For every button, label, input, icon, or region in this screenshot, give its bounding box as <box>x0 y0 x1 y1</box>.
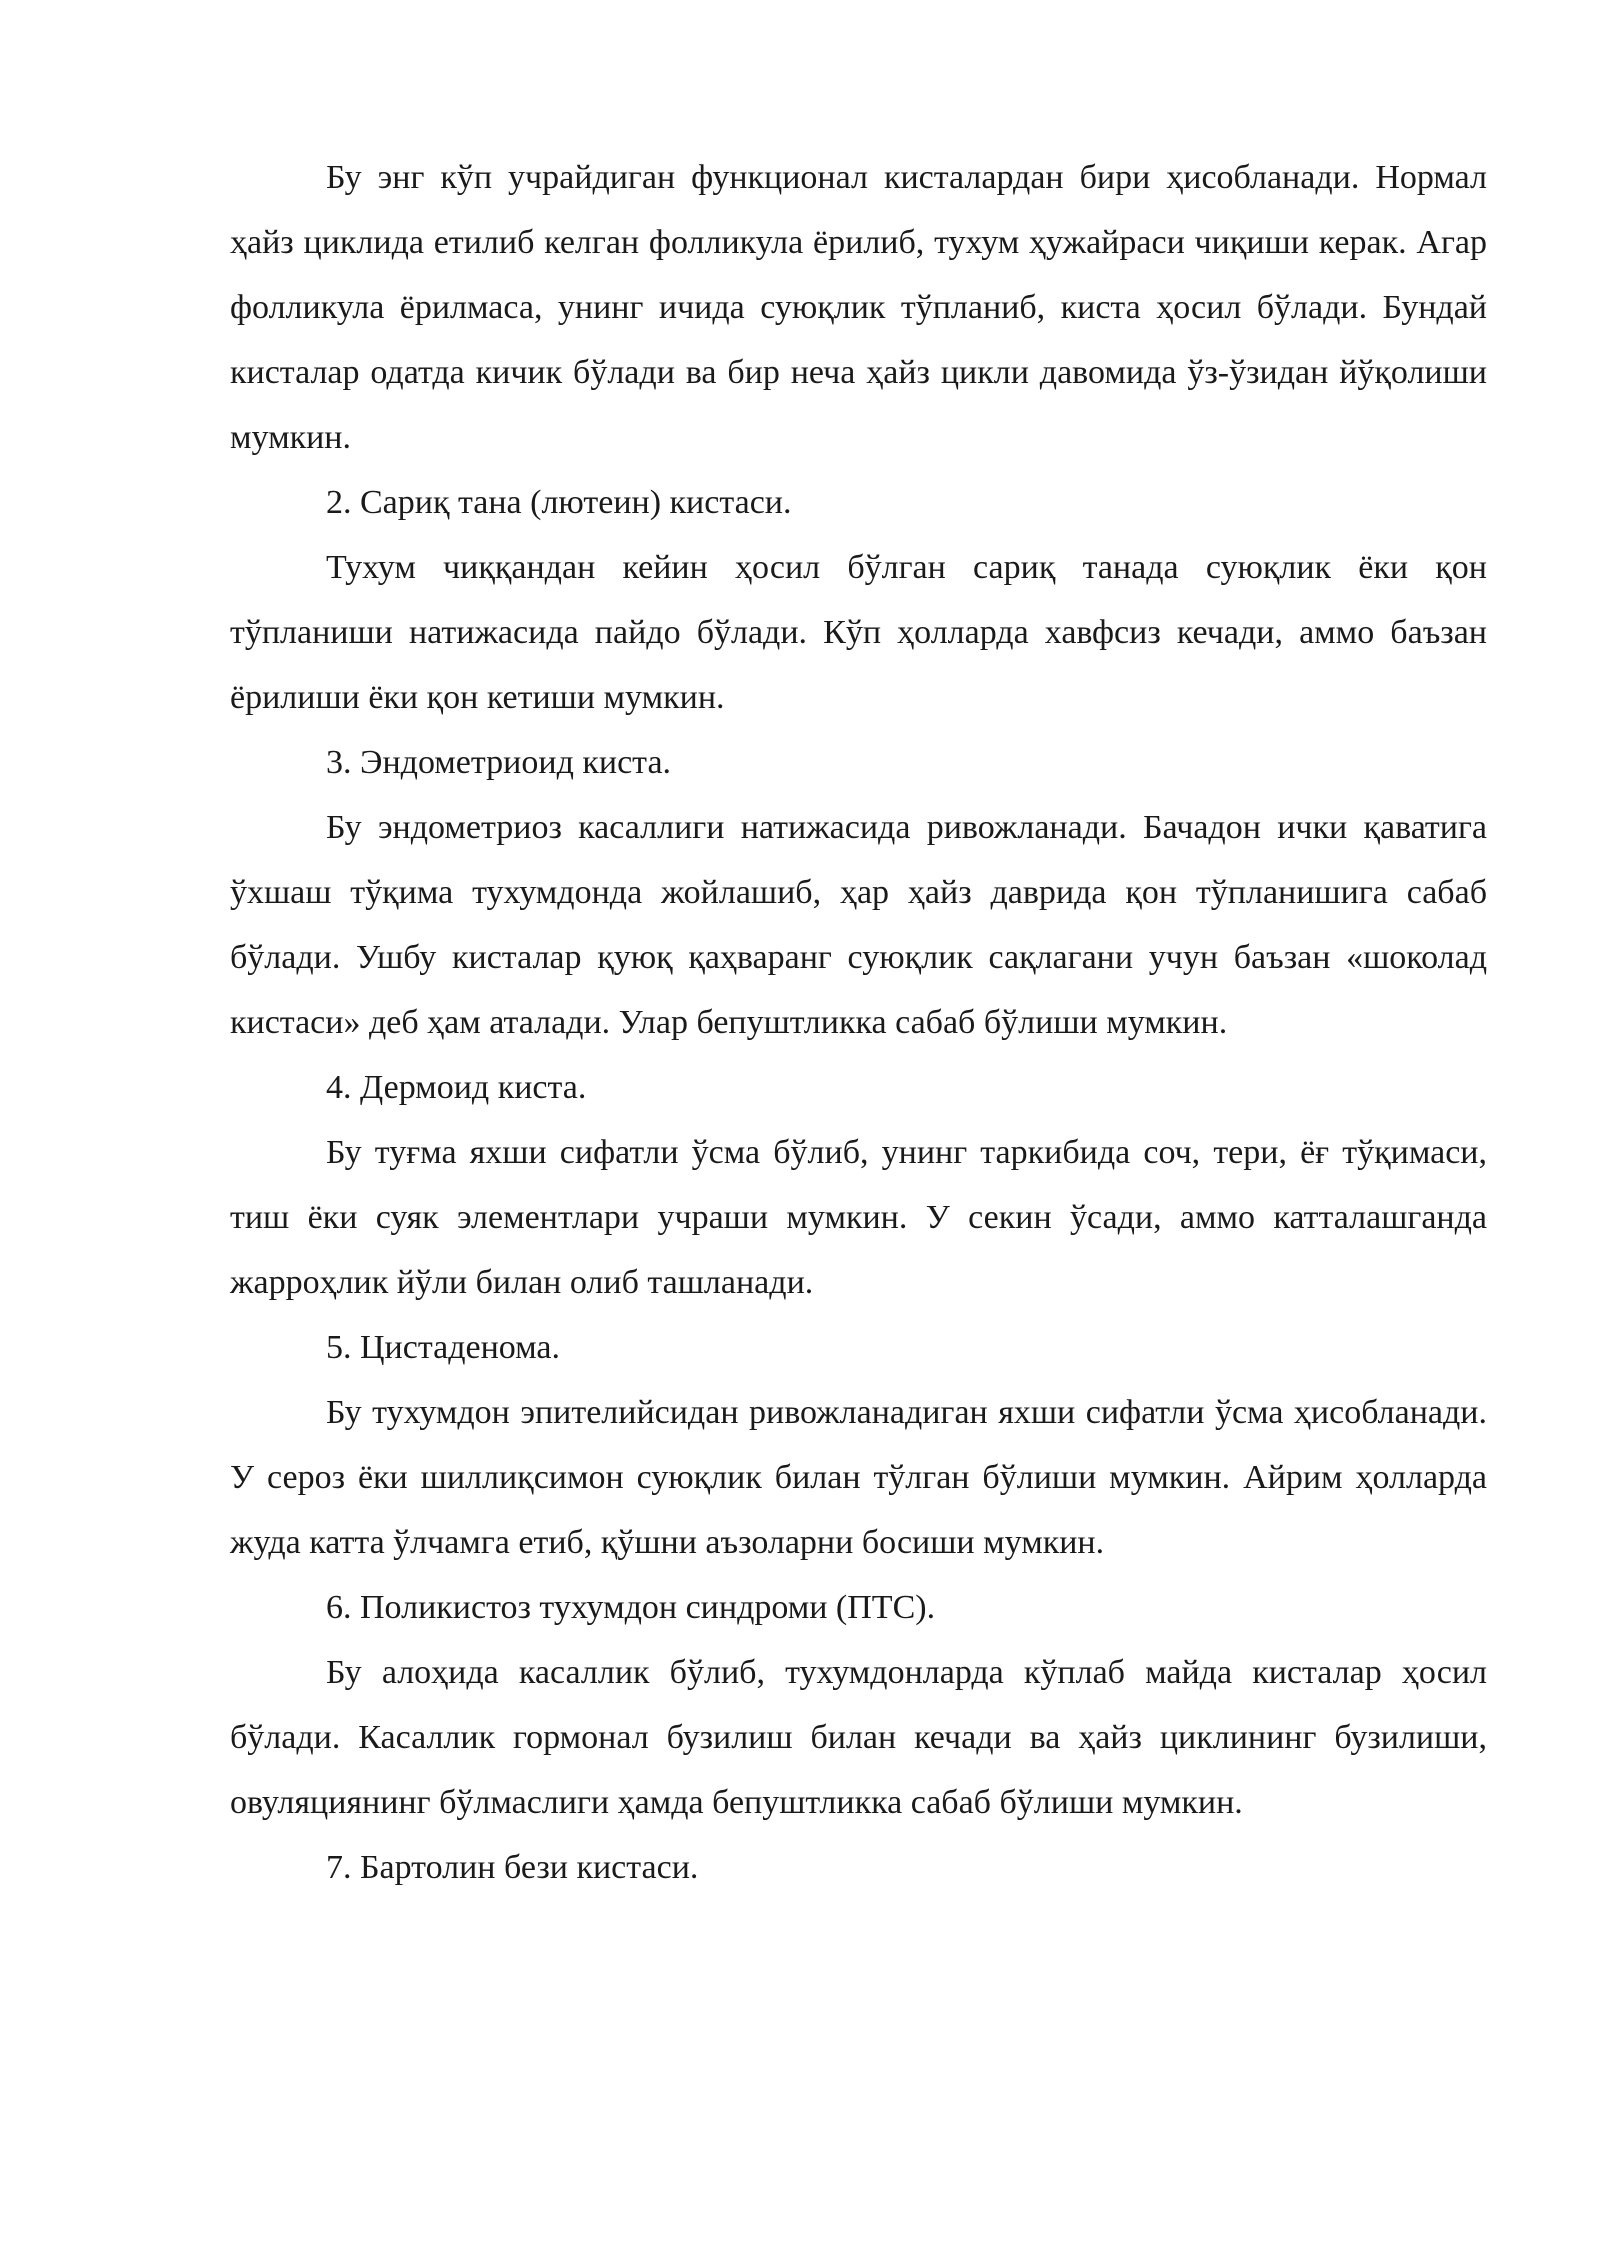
section-heading-corpus-luteum-cyst: 2. Сариқ тана (лютеин) кистаси. <box>326 484 792 521</box>
section-heading-dermoid-cyst: 4. Дермоид киста. <box>326 1069 587 1106</box>
paragraph-endometrioid-cyst: Бу эндометриоз касаллиги натижасида ривожланади. Бачадон ички қаватига ўхшаш тўқима тухумдонда жойлашиб, ҳар ҳайз даврида қон тўпланишига сабаб бўлади. Ушбу кисталар қуюқ қаҳваранг суюқлик сақлагани учун баъзан «шоколад кистаси» деб ҳам аталади. Улар бепуштликка сабаб бўлиши мумкин. <box>230 809 1487 1041</box>
section-heading-pcos: 6. Поликистоз тухумдон синдроми (ПТС). <box>326 1589 936 1626</box>
paragraph-follicular-cyst: Бу энг кўп учрайдиган функционал кисталардан бири ҳисобланади. Нормал ҳайз циклида етилиб келган фолликула ёрилиб, тухум ҳужайраси чиқиши керак. Агар фолликула ёрилмаса, унинг ичида суюқлик тўпланиб, киста ҳосил бўлади. Бундай кисталар одатда кичик бўлади ва бир неча ҳайз цикли давомида ўз-ўзидан йўқолиши мумкин. <box>230 159 1487 456</box>
paragraph-corpus-luteum-cyst: Тухум чиққандан кейин ҳосил бўлган сариқ танада суюқлик ёки қон тўпланиши натижасида пайдо бўлади. Кўп ҳолларда хавфсиз кечади, аммо баъзан ёрилиши ёки қон кетиши мумкин. <box>230 549 1487 716</box>
paragraph-pcos: Бу алоҳида касаллик бўлиб, тухумдонларда кўплаб майда кисталар ҳосил бўлади. Касаллик гормонал бузилиш билан кечади ва ҳайз циклининг бузилиши, овуляциянинг бўлмаслиги ҳамда бепуштликка сабаб бўлиши мумкин. <box>230 1654 1487 1821</box>
section-heading-cystadenoma: 5. Цистаденома. <box>326 1329 561 1366</box>
document-body <box>230 145 1487 1900</box>
section-heading-bartholin-cyst: 7. Бартолин бези кистаси. <box>326 1849 699 1886</box>
section-heading-endometrioid-cyst: 3. Эндометриоид киста. <box>326 744 672 781</box>
paragraph-cystadenoma: Бу тухумдон эпителийсидан ривожланадиган яхши сифатли ўсма ҳисобланади. У сероз ёки шиллиқсимон суюқлик билан тўлган бўлиши мумкин. Айрим ҳолларда жуда катта ўлчамга етиб, қўшни аъзоларни босиши мумкин. <box>230 1394 1487 1561</box>
paragraph-dermoid-cyst: Бу туғма яхши сифатли ўсма бўлиб, унинг таркибида соч, тери, ёғ тўқимаси, тиш ёки суяк элементлари учраши мумкин. У секин ўсади, аммо катталашганда жарроҳлик йўли билан олиб ташланади. <box>230 1134 1487 1301</box>
